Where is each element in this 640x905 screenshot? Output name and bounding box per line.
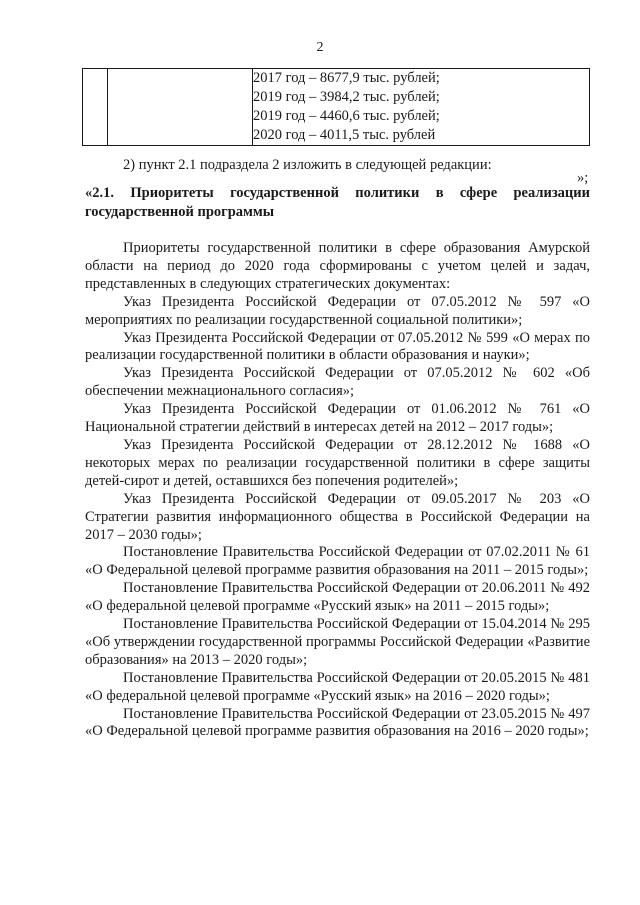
document-item: Постановление Правительства Российской Федерации от 23.05.2015 № 497 «О Федеральной целевой программе развития образования на 2016 – 2020 годы»;	[85, 705, 590, 740]
funding-table	[82, 68, 590, 146]
document-item: Постановление Правительства Российской Федерации от 15.04.2014 № 295 «Об утверждении государственной программы Российской Федерации «Развитие образования» на 2013 – 2020 годы»;	[85, 616, 590, 668]
closing-quote: »;	[577, 170, 589, 186]
table-row	[83, 69, 590, 146]
document-item: Указ Президента Российской Федерации от 09.05.2017 № 203 «О Стратегии развития информационного общества в Российской Федерации на 2017 – 2030 годы»;	[85, 490, 590, 543]
funding-year-line: 2020 год – 4011,5 тыс. рублей	[253, 127, 436, 143]
funding-year-line: 2017 год – 8677,9 тыс. рублей;	[253, 70, 440, 86]
intro-paragraph: Приоритеты государственной политики в сфере образования Амурской области на период до 2020 года сформированы с учетом целей и задач, представленных в следующих стратегических документах:	[85, 240, 590, 292]
table-cell-empty	[108, 69, 253, 146]
document-item: Указ Президента Российской Федерации от 28.12.2012 № 1688 «О некоторых мерах по реализации государственной политики в сфере защиты детей-сирот и детей, оставшихся без попечения родителей»;	[85, 436, 590, 489]
document-body	[85, 240, 590, 741]
funding-year-line: 2019 год – 3984,2 тыс. рублей;	[253, 89, 440, 105]
document-item: Указ Президента Российской Федерации от 07.05.2012 № 597 «О мероприятиях по реализации государственной социальной политики»;	[85, 293, 590, 328]
instruction-paragraph: 2) пункт 2.1 подраздела 2 изложить в следующей редакции:	[123, 157, 492, 173]
document-item: Постановление Правительства Российской Федерации от 20.06.2011 № 492 «О федеральной целевой программе «Русский язык» на 2011 – 2015 годы»;	[85, 580, 590, 615]
document-item: Указ Президента Российской Федерации от 07.05.2012 № 602 «Об обеспечении межнационального согласия»;	[85, 365, 590, 400]
document-item: Постановление Правительства Российской Федерации от 20.05.2015 № 481 «О федеральной целевой программе «Русский язык» на 2016 – 2020 годы»;	[85, 669, 590, 704]
document-item: Указ Президента Российской Федерации от 01.06.2012 № 761 «О Национальной стратегии действий в интересах детей на 2012 – 2017 годы»;	[85, 401, 590, 436]
funding-years-cell	[253, 69, 590, 146]
funding-year-line: 2019 год – 4460,6 тыс. рублей;	[253, 108, 440, 124]
section-heading: «2.1. Приоритеты государственной политики в сфере реализации государственной программы	[85, 185, 590, 220]
document-item: Постановление Правительства Российской Федерации от 07.02.2011 № 61 «О Федеральной целевой программе развития образования на 2011 – 2015 годы»;	[85, 544, 590, 579]
document-item: Указ Президента Российской Федерации от 07.05.2012 № 599 «О мерах по реализации государственной политики в области образования и науки»;	[85, 329, 590, 364]
table-cell-empty	[83, 69, 108, 146]
page-number: 2	[316, 40, 324, 55]
